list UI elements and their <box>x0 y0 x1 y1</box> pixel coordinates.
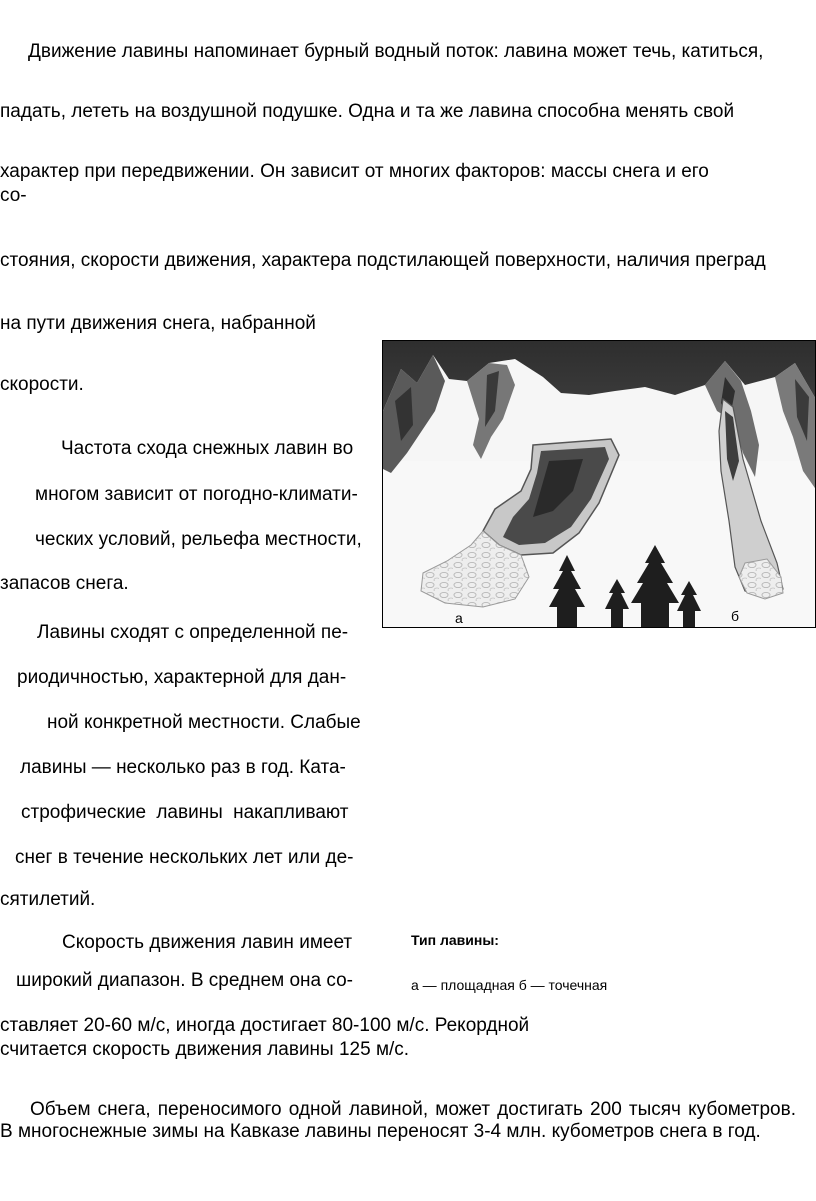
p1-line-4: со- <box>0 185 27 206</box>
avalanche-illustration <box>383 341 816 628</box>
p4-line-4: считается скорость движения лавины 125 м/с. <box>0 1039 410 1060</box>
p4-line-1: Скорость движения лавин имеет <box>62 932 353 953</box>
p2-line-2: многом зависит от погодно-климати- <box>35 484 358 505</box>
p1-line-1: Движение лавины напоминает бурный водный поток: лавина может течь, катиться, <box>28 41 764 62</box>
avalanche-figure <box>382 340 816 628</box>
p3-line-3: ной конкретной местности. Слабые <box>47 712 361 733</box>
p2-line-4: запасов снега. <box>0 573 129 594</box>
caption-title: Тип лавины: <box>411 932 499 948</box>
p5-paragraph: Объем снега, переносимого одной лавиной, может достигать 200 тысяч кубометров. В многоснежные зимы на Кавказе лавины переносят 3-4 млн. кубометров снега в год. <box>0 1099 796 1142</box>
p1-line-6: на пути движения снега, набранной <box>0 313 316 334</box>
p3-line-1: Лавины сходят с определенной пе- <box>37 622 349 643</box>
p3-line-6: снег в течение нескольких лет или де- <box>15 847 354 868</box>
p1-line-2: падать, лететь на воздушной подушке. Одна и та же лавина способна менять свой <box>0 101 735 122</box>
p3-line-7: сятилетий. <box>0 889 96 910</box>
p4-line-2: широкий диапазон. В среднем она со- <box>16 970 353 991</box>
p2-line-1: Частота схода снежных лавин во <box>61 438 354 459</box>
p1-line-5: стояния, скорости движения, характера подстилающей поверхности, наличия преград <box>0 250 766 271</box>
caption-text: а — площадная б — точечная <box>411 977 608 993</box>
p3-line-4: лавины — несколько раз в год. Ката- <box>20 757 346 778</box>
p4-line-3: ставляет 20-60 м/с, иногда достигает 80-100 м/с. Рекордной <box>0 1015 530 1036</box>
figure-label-b: б <box>731 608 740 624</box>
p1-line-7: скорости. <box>0 374 84 395</box>
p2-line-3: ческих условий, рельефа местности, <box>35 529 362 550</box>
figure-label-a: а <box>455 610 463 626</box>
p3-line-5: строфические лавины накапливают <box>21 802 349 823</box>
p1-line-3: характер при передвижении. Он зависит от многих факторов: массы снега и его <box>0 161 709 182</box>
p3-line-2: риодичностью, характерной для дан- <box>17 667 347 688</box>
